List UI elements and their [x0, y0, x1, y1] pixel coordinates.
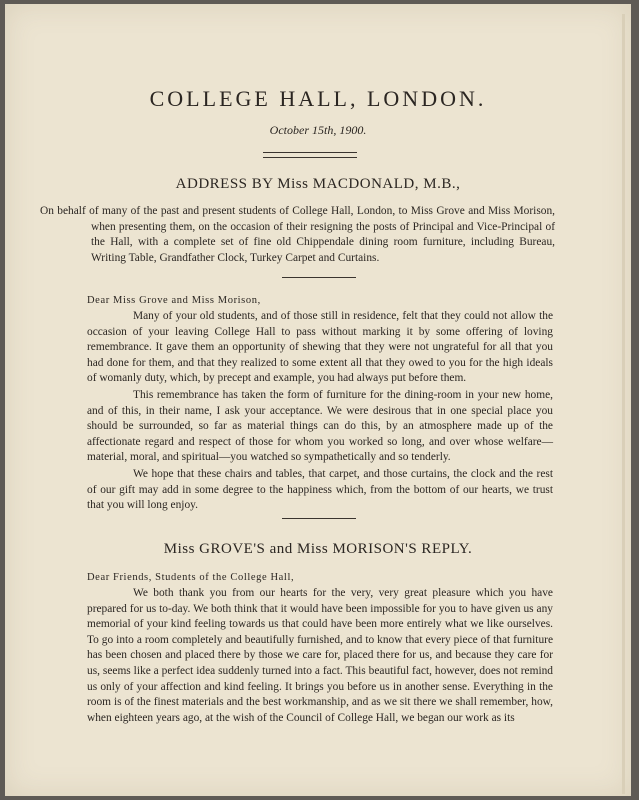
- reply-salutation: Dear Friends, Students of the College Hall,: [87, 572, 295, 583]
- reply-paragraph: We both thank you from our hearts for the very, very great pleasure which you have prepared for us to-day. We both think that it would have been impossible for you to have given us any memorial of your kind feeling towards us that could have been more entirely what we like ourselves. To go into a room completely and beautifully furnished, and to know that every piece of that furniture has been chosen and placed there by those we care for, placed there for us, and because they care for us, seems like a perfect idea suddenly turned into a fact. This beautiful fact, however, does not remind us only of your affection and kind feeling. It brings you before us in another sense. Everything in the room is of the finest materials and the best workmanship, and as we sit there we shall remember, how, when eighteen years ago, at the wish of the Council of College Hall, we began our work as its: [87, 587, 553, 724]
- address-preface-continuation: and Miss Morison, when presenting them, on the occasion of their resigning the posts of Principal and Vice-Principal of the Hall, with a complete set of fine old Chippendale dining room furniture, including Bureau, Writing Table, Grandfather Clock, Turkey Carpet and Curtains.: [91, 205, 555, 264]
- document-title: COLLEGE HALL, LONDON.: [149, 86, 487, 111]
- address-heading: ADDRESS BY Miss MACDONALD, M.B.,: [175, 176, 461, 192]
- address-salutation: Dear Miss Grove and Miss Morison,: [87, 295, 261, 306]
- double-rule-divider: [263, 152, 357, 158]
- address-paragraph-1: Many of your old students, and of those still in residence, felt that they could not allow the occasion of your leaving College Hall to pass without marking it by some offering of loving remembrance. It gave them an opportunity of shewing that they were not ungrateful for all that you had done for them, and that they realized to some extent all that they owed to you for the high ideals of womanly duty, which, by precept and example, you had always put before them.: [87, 310, 553, 385]
- reply-heading: Miss GROVE'S and Miss MORISON'S REPLY.: [163, 541, 473, 557]
- document-page: [5, 4, 631, 796]
- address-paragraph-3: We hope that these chairs and tables, that carpet, and those curtains, the clock and the rest of our gift may add in some degree to the happiness which, from the bottom of our hearts, we trust that you will long enjoy.: [87, 468, 553, 512]
- address-preface: [40, 204, 555, 266]
- document-date: October 15th, 1900.: [269, 123, 367, 137]
- address-paragraph-2: This remembrance has taken the form of furniture for the dining-room in your new home, and of this, in their name, I ask your acceptance. We were desirous that in one special place you should be surrounded, so far as material things can do this, by an atmosphere made up of the affectionate regard and respect of those for whom you worked so long, and over whose welfare—material, moral, and spiritual—you watched so sympathetically and so tenderly.: [87, 389, 553, 464]
- rule-divider-1: [282, 277, 356, 278]
- address-preface-first-line: On behalf of many of the past and present students of College Hall, London, to Miss Grove: [40, 205, 465, 217]
- rule-divider-2: [282, 518, 356, 519]
